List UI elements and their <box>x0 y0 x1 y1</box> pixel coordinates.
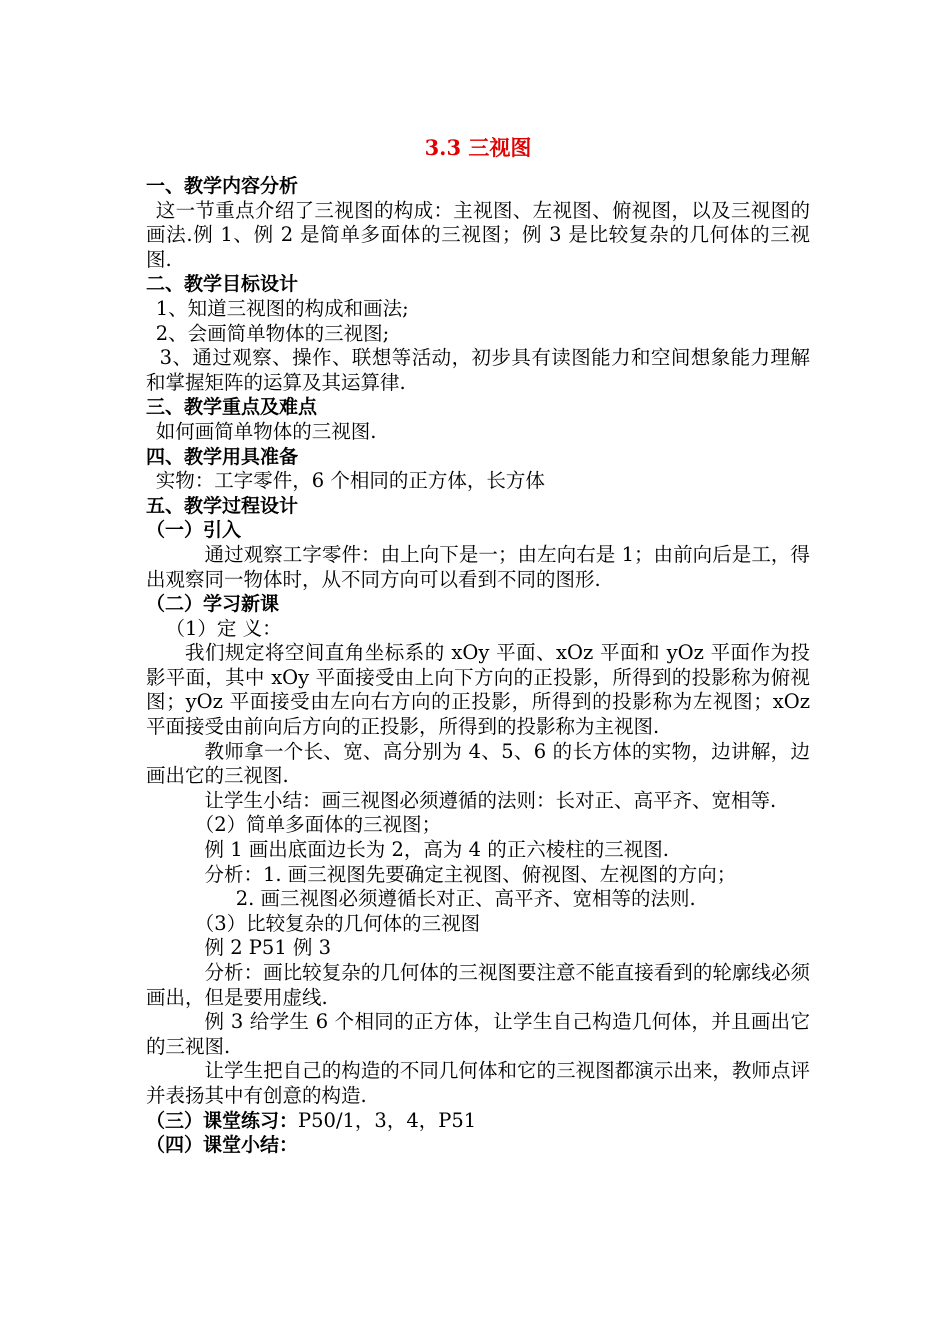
simple-polyhedron-label: （2）简单多面体的三视图； <box>194 813 442 837</box>
practice-line <box>146 1109 810 1134</box>
objective-item-2: 2、会画简单物体的三视图; <box>155 321 390 345</box>
analysis-1-text: 分析：1. 画三视图先要确定主视图、俯视图、左视图的方向； <box>204 862 737 886</box>
section-heading-process: 五、教学过程设计 <box>146 494 299 517</box>
tools-text: 实物：工字零件，6 个相同的正方体，长方体 <box>155 469 545 493</box>
example-2-text: 例 2 P51 例 3 <box>204 936 332 960</box>
section-heading-content-analysis: 一、教学内容分析 <box>146 175 299 197</box>
student-show-text: 让学生把自己的构造的不同几何体和它的三视图都演示出来，教师点评并表扬其中有创意的构造. <box>146 1059 810 1107</box>
objective-item-3: 3、通过观察、操作、联想等活动，初步具有读图能力和空间想象能力理解和掌握矩阵的运算及其运算律. <box>146 346 810 394</box>
section-heading-objectives: 二、教学目标设计 <box>146 273 299 296</box>
practice-text: P50/1，3，4，P51 <box>298 1108 477 1132</box>
objective-item-1: 1、知道三视图的构成和画法; <box>155 296 409 320</box>
section-heading-key-points: 三、教学重点及难点 <box>146 396 318 419</box>
example-1-text: 例 1 画出底面边长为 2，高为 4 的正六棱柱的三视图. <box>204 838 669 862</box>
teacher-demo-text: 教师拿一个长、宽、高分别为 4、5、6 的长方体的实物，边讲解，边画出它的三视图. <box>146 739 810 788</box>
analysis-2-text: 2. 画三视图必须遵循长对正、高平齐、宽相等的法则. <box>235 887 696 911</box>
complex-solid-label: （3）比较复杂的几何体的三视图 <box>194 911 481 935</box>
definition-label: （1）定 义： <box>165 616 282 640</box>
analysis-3-text: 分析：画比较复杂的几何体的三视图要注意不能直接看到的轮廓线必须画出，但是要用虚线. <box>146 961 810 1009</box>
subheading-summary: （四）课堂小结： <box>146 1134 299 1157</box>
subheading-practice: （三）课堂练习： <box>146 1109 299 1132</box>
section-heading-tools: 四、教学用具准备 <box>146 445 299 468</box>
content-analysis-text: 这一节重点介绍了三视图的构成：主视图、左视图、俯视图，以及三视图的画法.例 1、例 2 是简单多面体的三视图；例 3 是比较复杂的几何体的三视图. <box>146 198 810 271</box>
intro-text: 通过观察工字零件：由上向下是一；由左向右是 1；由前向后是工，得出观察同一物体时，从不同方向可以看到不同的图形. <box>146 542 810 591</box>
student-summary-text: 让学生小结：画三视图必须遵循的法则：长对正、高平齐、宽相等. <box>204 788 777 812</box>
document-page <box>146 133 810 1158</box>
subheading-new-lesson: （二）学习新课 <box>146 593 280 616</box>
subheading-intro: （一）引入 <box>146 519 242 542</box>
key-points-text: 如何画简单物体的三视图. <box>155 419 377 443</box>
definition-text: 我们规定将空间直角坐标系的 xOy 平面、xOz 平面和 yOz 平面作为投影平面，其中 xOy 平面接受由上向下方向的正投影，所得到的投影称为俯视图；yOz 平面接受由左向右方向的正投影，所得到的投影称为左视图；xOz 平面接受由前向后方向的正投影，所得到的投影称为主视图. <box>146 641 810 739</box>
example-3-text: 例 3 给学生 6 个相同的正方体，让学生自己构造几何体，并且画出它的三视图. <box>146 1010 810 1058</box>
document-title: 3.3 三视图 <box>424 135 532 160</box>
